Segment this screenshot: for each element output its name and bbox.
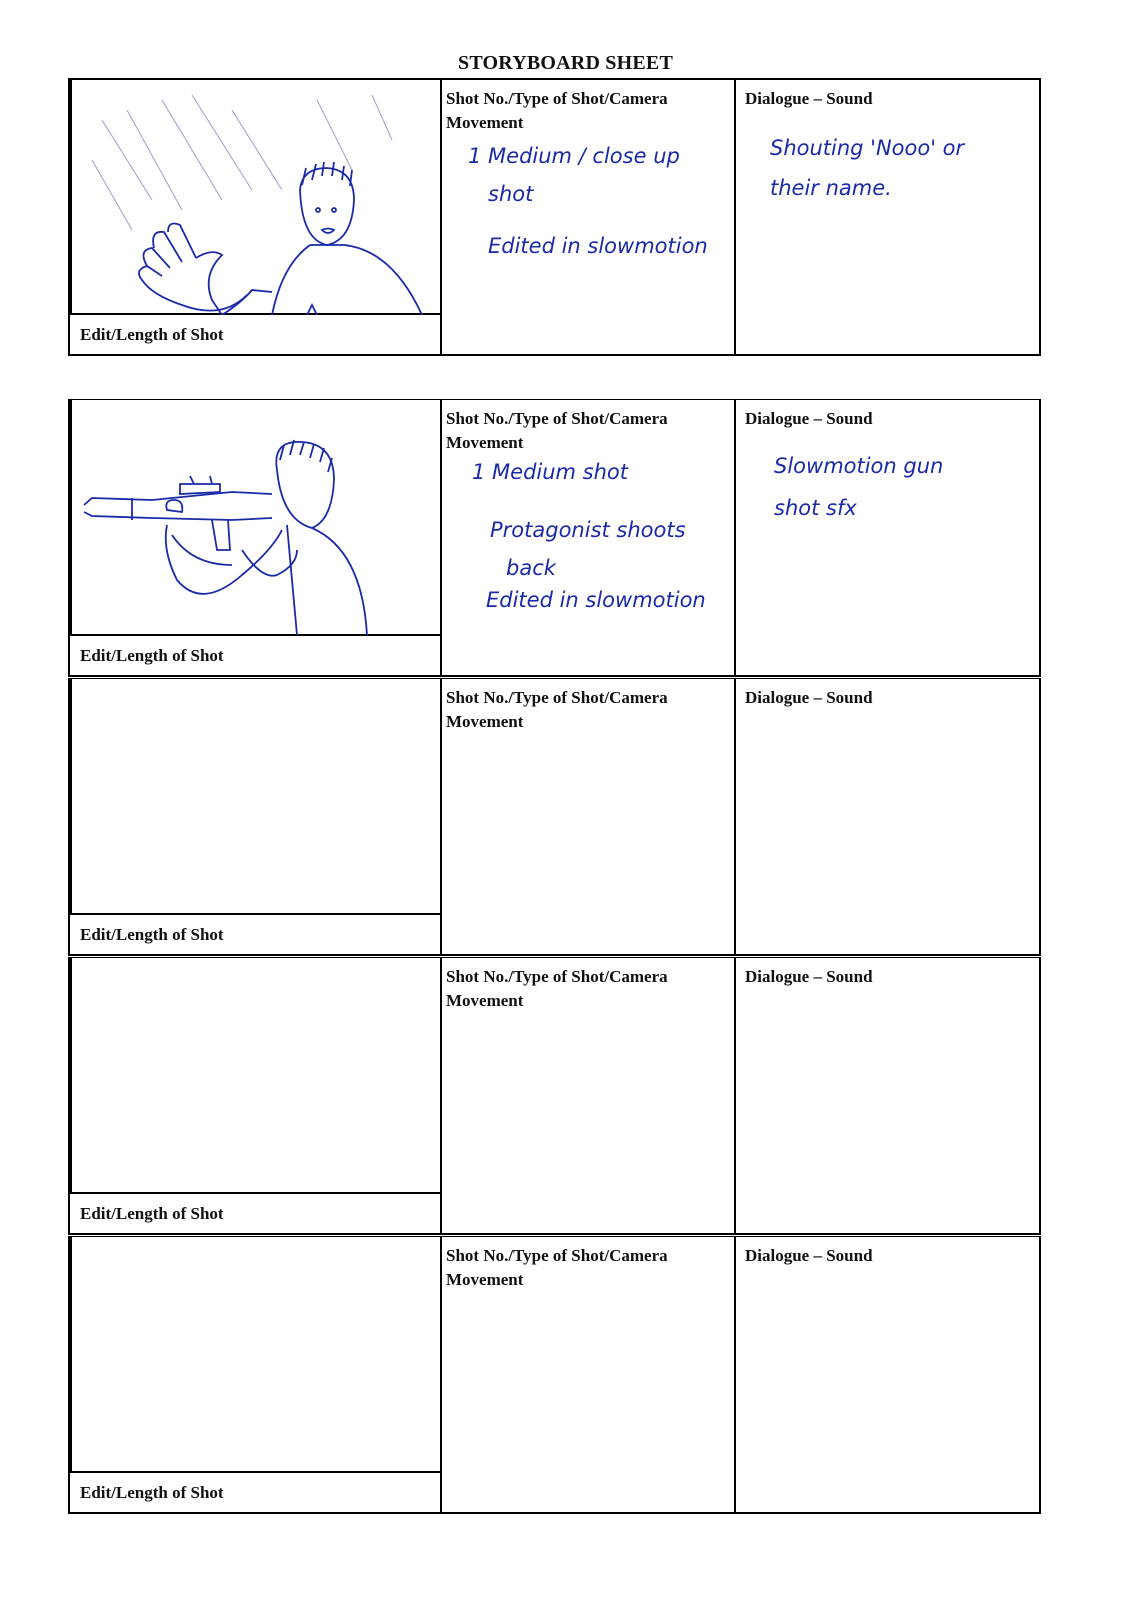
- edit-length-label: Edit/Length of Shot: [80, 325, 224, 344]
- sketch-frame-2[interactable]: [68, 399, 442, 636]
- edit-length-field-2[interactable]: [68, 636, 442, 677]
- shot-type-field-1[interactable]: [442, 78, 736, 356]
- dialogue-sound-field-4[interactable]: [736, 957, 1041, 1235]
- shot-note: Protagonist shoots: [490, 518, 686, 542]
- shot-type-field-3[interactable]: [442, 678, 736, 956]
- dialogue-sound-label: Dialogue – Sound: [745, 967, 873, 986]
- dialogue-sound-label: Dialogue – Sound: [745, 89, 873, 108]
- shot-type-label: Shot No./Type of Shot/Camera Movement: [446, 409, 668, 452]
- person-aiming-rifle-sketch: [72, 400, 442, 635]
- sketch-frame-1[interactable]: [68, 78, 442, 315]
- sketch-frame-5[interactable]: [68, 1236, 442, 1473]
- sketch-frame-3[interactable]: [68, 678, 442, 915]
- waving-person-sketch: [72, 80, 442, 315]
- shot-note: 1 Medium / close up: [468, 144, 680, 168]
- edit-length-field-5[interactable]: [68, 1473, 442, 1514]
- shot-type-label: Shot No./Type of Shot/Camera Movement: [446, 89, 668, 132]
- dialogue-note: Shouting 'Nooo' or: [770, 136, 965, 160]
- edit-length-label: Edit/Length of Shot: [80, 1483, 224, 1502]
- dialogue-note: their name.: [770, 176, 892, 200]
- dialogue-sound-field-3[interactable]: [736, 678, 1041, 956]
- edit-length-field-4[interactable]: [68, 1194, 442, 1235]
- shot-note: shot: [488, 182, 534, 206]
- shot-type-field-2[interactable]: [442, 399, 736, 677]
- dialogue-sound-label: Dialogue – Sound: [745, 409, 873, 428]
- shot-note: Edited in slowmotion: [488, 234, 708, 258]
- sheet-title: STORYBOARD SHEET: [458, 52, 673, 74]
- sketch-frame-4[interactable]: [68, 957, 442, 1194]
- shot-type-field-5[interactable]: [442, 1236, 736, 1514]
- storyboard-row-4: [68, 957, 1041, 1235]
- storyboard-row-5: [68, 1236, 1041, 1514]
- storyboard-row-1: [68, 78, 1041, 356]
- shot-type-label: Shot No./Type of Shot/Camera Movement: [446, 967, 668, 1010]
- dialogue-sound-field-5[interactable]: [736, 1236, 1041, 1514]
- edit-length-label: Edit/Length of Shot: [80, 925, 224, 944]
- shot-note: Edited in slowmotion: [486, 588, 706, 612]
- dialogue-sound-field-1[interactable]: [736, 78, 1041, 356]
- dialogue-note: Slowmotion gun: [774, 454, 944, 478]
- storyboard-row-3: [68, 678, 1041, 956]
- dialogue-note: shot sfx: [774, 496, 857, 520]
- storyboard-row-2: [68, 399, 1041, 677]
- edit-length-label: Edit/Length of Shot: [80, 1204, 224, 1223]
- edit-length-field-3[interactable]: [68, 915, 442, 956]
- shot-type-label: Shot No./Type of Shot/Camera Movement: [446, 688, 668, 731]
- edit-length-field-1[interactable]: [68, 315, 442, 356]
- shot-type-field-4[interactable]: [442, 957, 736, 1235]
- dialogue-sound-label: Dialogue – Sound: [745, 1246, 873, 1265]
- shot-note: 1 Medium shot: [472, 460, 629, 484]
- shot-note: back: [506, 556, 556, 580]
- dialogue-sound-field-2[interactable]: [736, 399, 1041, 677]
- dialogue-sound-label: Dialogue – Sound: [745, 688, 873, 707]
- edit-length-label: Edit/Length of Shot: [80, 646, 224, 665]
- shot-type-label: Shot No./Type of Shot/Camera Movement: [446, 1246, 668, 1289]
